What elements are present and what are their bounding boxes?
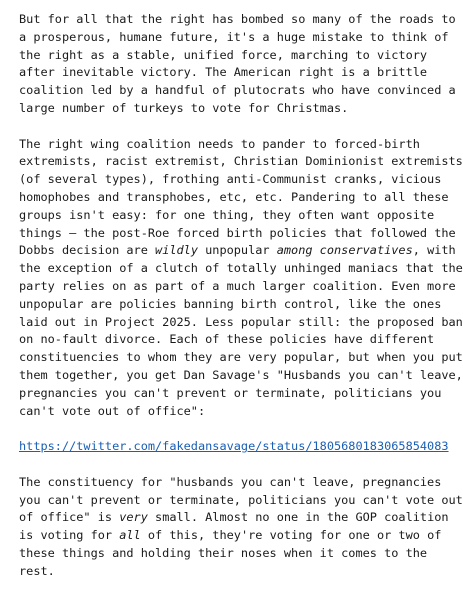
text-run: the exception of a clutch of totally unhinged maniacs that the [19,261,463,276]
text-line [19,349,463,367]
text-run: things – the post-Roe forced birth policies that followed the [19,225,456,240]
text-line [19,314,463,332]
text-run: them together, you get Dan Savage's "Husbands you can't leave, [19,367,463,382]
text-run: But for all that the right has bombed so many of the roads to [19,12,456,26]
text-run: party relies on as part of a much larger coalition. Even more [19,278,456,293]
text-line [19,171,442,189]
text-line [19,136,420,154]
text-line [19,82,456,100]
text-line [19,225,456,243]
text-run: after inevitable victory. The American right is a brittle [19,65,428,80]
text-line [19,474,442,492]
text-line [19,403,403,421]
link-paragraph [19,438,449,456]
text-line [19,296,442,314]
text-line [19,367,463,385]
paragraph-3 [19,474,463,581]
emphasis-text: among conservatives [276,243,413,258]
text-line [19,331,435,349]
text-run: large number of turkeys to vote for Christmas. [19,100,349,115]
text-run: homophobes and transphobes, etc, etc. Pandering to all these [19,189,449,204]
text-run: The constituency for "husbands you can't leave, pregnancies [19,474,442,489]
text-line [19,207,435,225]
text-line [19,11,456,29]
text-line [19,260,463,278]
text-run: small. Almost no one in the GOP coalition [147,510,449,525]
text-run: pregnancies you can't prevent or terminate, politicians you [19,385,442,400]
text-line [19,527,442,545]
text-run: unpopular [197,243,277,258]
text-run: of this, they're voting for one or two of [140,528,442,543]
text-run: (of several types), frothing anti-Communist cranks, vicious [19,172,442,187]
text-run: these things and holding their noses when it comes to the [19,545,428,560]
text-run: Dobbs decision are [19,243,156,258]
emphasis-text: all [119,528,141,543]
paragraph-1 [19,11,456,118]
text-run: the right as a stable, unified force, marching to victory [19,47,428,62]
tweet-link[interactable]: https://twitter.com/fakedansavage/status/1805680183065854083 [19,439,449,454]
text-run: constituencies to whom they are very popular, but when you put [19,350,463,365]
text-run: rest. [19,563,55,578]
text-run: is voting for [19,528,120,543]
text-run: of office" is [19,510,120,525]
text-line [19,509,449,527]
text-line [19,278,456,296]
text-line [19,47,428,65]
text-run: a prosperous, humane future, it's a huge mistake to think of [19,29,449,44]
text-run: , with [412,243,456,258]
text-line [19,545,428,563]
text-line [19,563,403,581]
text-line [19,29,449,47]
text-run: groups isn't easy: for one thing, they often want opposite [19,207,435,222]
text-run: extremists, racist extremist, Christian Dominionist extremists [19,154,463,169]
text-run: laid out in Project 2025. Less popular still: the proposed ban [19,314,463,329]
text-run: The right wing coalition needs to pander to forced-birth [19,136,420,151]
text-run: on no-fault divorce. Each of these policies have different [19,332,435,347]
text-line [19,64,428,82]
emphasis-text: wildly [155,243,198,258]
text-line [19,100,403,118]
text-run: unpopular are policies banning birth control, like the ones [19,296,442,311]
text-run: can't vote out of office": [19,403,206,418]
text-line [19,242,456,260]
text-run: coalition led by a handful of plutocrats who have convinced a [19,83,456,98]
text-line [19,385,442,403]
document-body [19,11,463,598]
text-line [19,189,449,207]
text-line [19,492,463,510]
text-run: you can't prevent or terminate, politicians you can't vote out [19,492,463,507]
paragraph-2 [19,136,463,421]
text-line [19,153,463,171]
emphasis-text: very [119,510,148,525]
